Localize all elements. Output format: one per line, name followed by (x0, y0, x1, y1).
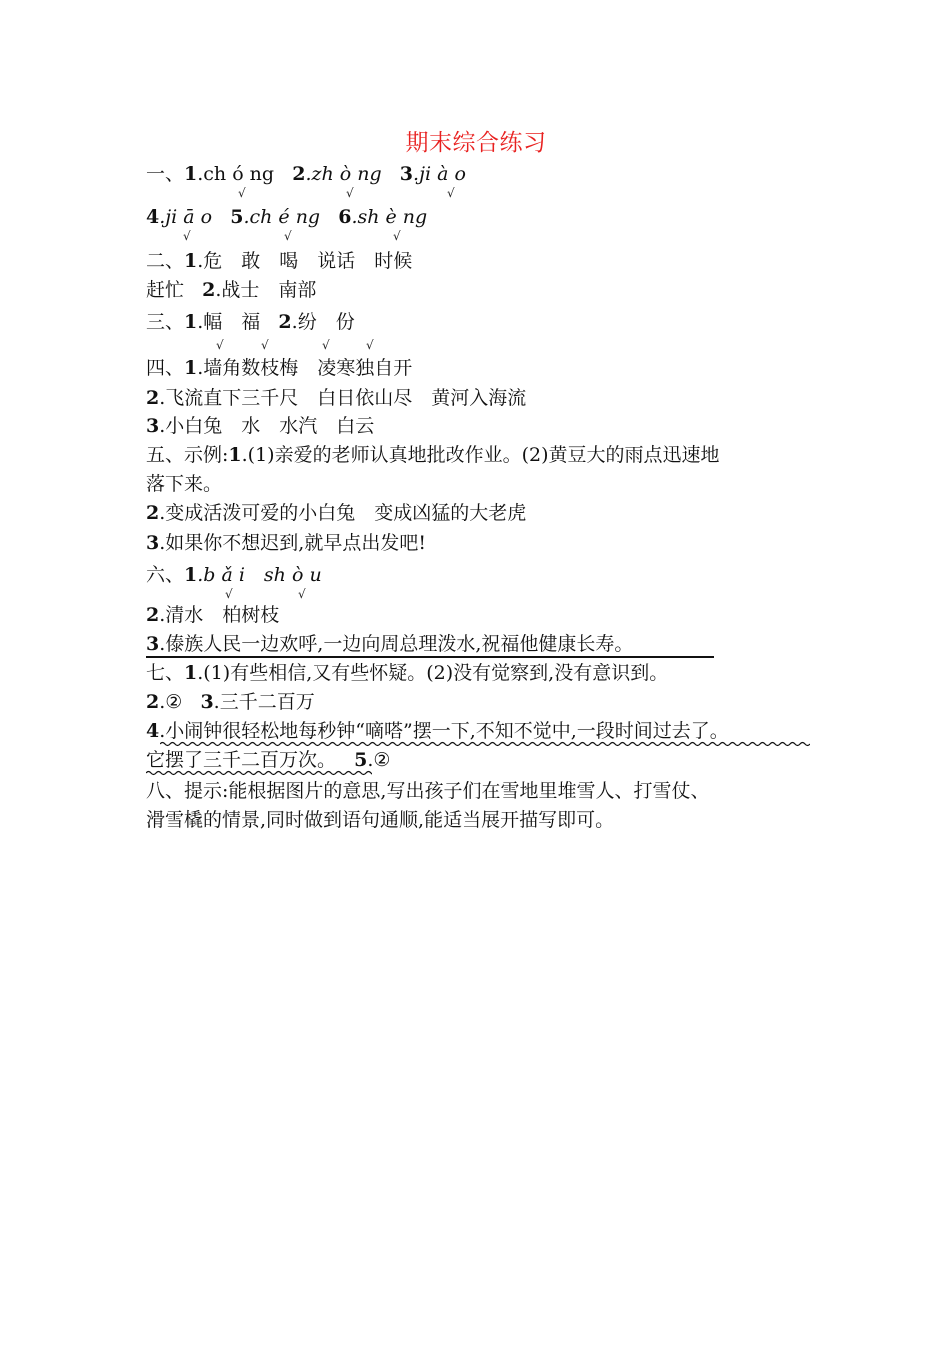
answer-line-1 (146, 162, 466, 186)
answer-line-12 (146, 531, 426, 555)
answer-text: .小白兔 水 水汽 白云 (159, 415, 375, 437)
check-mark-icon: √ (447, 186, 455, 200)
check-mark-icon: √ (322, 338, 330, 352)
check-mark-icon: √ (216, 338, 224, 352)
section-label: 四、 (146, 357, 185, 379)
item-number: 2 (146, 604, 160, 626)
section-label: 一、 (146, 163, 185, 185)
answer-line-5 (146, 310, 355, 334)
answer-text: .变成活泼可爱的小白兔 变成凶猛的大老虎 (159, 502, 527, 524)
check-mark-icon: √ (393, 229, 401, 243)
answer-line-21 (146, 808, 614, 832)
item-number: 4 (146, 206, 160, 228)
answer-text: .小闹钟很轻松地每秒钟“嘀嗒”摆一下,不知不觉中,一段时间过去了。 (159, 720, 729, 742)
item-number: 2 (146, 502, 160, 524)
answer-line-2 (146, 205, 427, 229)
item-number: 1 (228, 444, 242, 466)
answer-line-15 (146, 632, 633, 656)
item-number: 1 (184, 250, 198, 272)
check-mark-row (0, 230, 952, 242)
answer-text: 滑雪橇的情景,同时做到语句通顺,能适当展开描写即可。 (146, 809, 615, 831)
section-label: 二、 (146, 250, 185, 272)
check-mark-icon: √ (346, 186, 354, 200)
wavy-underline (160, 741, 810, 747)
wavy-underline (146, 770, 372, 776)
answer-text: .ch é ng (243, 206, 321, 228)
item-number: 2 (146, 387, 160, 409)
answer-line-4 (146, 278, 316, 302)
section-label: 五、示例: (146, 444, 229, 466)
answer-line-18 (146, 719, 729, 743)
answer-line-20 (146, 779, 709, 803)
item-number: 3 (146, 415, 160, 437)
item-number: 3 (200, 691, 214, 713)
answer-line-14 (146, 603, 279, 627)
wavy-underline-path (160, 743, 810, 746)
answer-text: .(1)亲爱的老师认真地批改作业。(2)黄豆大的雨点迅速地 (241, 444, 720, 466)
answer-text: .三千二百万 (213, 691, 315, 713)
item-number: 2 (146, 691, 160, 713)
answer-text: .战士 南部 (215, 279, 317, 301)
answer-line-11 (146, 501, 526, 525)
answer-text: 落下来。 (146, 473, 223, 495)
section-label: 六、 (146, 564, 185, 586)
check-mark-row (0, 187, 952, 199)
answer-line-19 (146, 748, 390, 772)
item-number: 1 (184, 311, 198, 333)
answer-text: .清水 柏树枝 (159, 604, 280, 626)
wavy-underline-graphic (146, 770, 372, 776)
check-mark-icon: √ (238, 186, 246, 200)
item-number: 2 (202, 279, 216, 301)
check-mark-icon: √ (261, 338, 269, 352)
section-label: 三、 (146, 311, 185, 333)
item-number: 2 (278, 311, 292, 333)
item-number: 3 (146, 532, 160, 554)
check-mark-icon: √ (366, 338, 374, 352)
answer-text: .b ǎ i sh ò u (197, 564, 322, 586)
answer-text: .幅 福 (197, 311, 261, 333)
answer-line-7 (146, 386, 526, 410)
answer-text: .ji à o (413, 163, 466, 185)
answer-text: .傣族人民一边欢呼,一边向周总理泼水,祝福他健康长寿。 (159, 633, 634, 655)
item-number: 1 (184, 662, 198, 684)
answer-text: .ji ā o (159, 206, 213, 228)
answer-text: 八、提示:能根据图片的意思,写出孩子们在雪地里堆雪人、打雪仗、 (146, 780, 710, 802)
answer-line-16 (146, 661, 668, 685)
answer-text: .纷 份 (291, 311, 355, 333)
item-number: 1 (184, 564, 198, 586)
item-number: 4 (146, 720, 160, 742)
item-number: 3 (146, 633, 160, 655)
check-mark-row (0, 588, 952, 600)
item-number: 2 (292, 163, 306, 185)
answer-text: .② (159, 691, 183, 713)
solid-underline (146, 656, 714, 658)
answer-text: .危 敢 喝 说话 时候 (197, 250, 413, 272)
item-number: 6 (338, 206, 352, 228)
answer-text: .② (367, 749, 391, 771)
answer-text: .zh ò ng (305, 163, 382, 185)
answer-line-8 (146, 414, 374, 438)
answer-text: 赶忙 (146, 279, 185, 301)
section-label: 七、 (146, 662, 185, 684)
item-number: 1 (184, 357, 198, 379)
answer-line-3 (146, 249, 412, 273)
answer-text: .(1)有些相信,又有些怀疑。(2)没有觉察到,没有意识到。 (197, 662, 669, 684)
answer-line-6 (146, 356, 412, 380)
answer-line-10 (146, 472, 222, 496)
item-number: 5 (230, 206, 244, 228)
answer-text: .墙角数枝梅 凌寒独自开 (197, 357, 413, 379)
answer-text: .飞流直下三千尺 白日依山尽 黄河入海流 (159, 387, 527, 409)
item-number: 3 (399, 163, 414, 185)
answer-text: .ch ó ng (197, 163, 275, 185)
check-mark-icon: √ (298, 587, 306, 601)
check-mark-row (0, 339, 952, 351)
answer-text: 它摆了三千二百万次。 (146, 749, 337, 771)
check-mark-icon: √ (183, 229, 191, 243)
wavy-underline-graphic (160, 741, 810, 747)
page-title: 期末综合练习 (405, 130, 547, 156)
answer-text: .sh è ng (351, 206, 428, 228)
check-mark-icon: √ (284, 229, 292, 243)
check-mark-icon: √ (225, 587, 233, 601)
answer-line-9 (146, 443, 720, 467)
answer-text: .如果你不想迟到,就早点出发吧! (159, 532, 426, 554)
item-number: 5 (354, 749, 368, 771)
item-number: 1 (184, 163, 198, 185)
answer-line-13 (146, 563, 322, 587)
answer-line-17 (146, 690, 315, 714)
wavy-underline-path (146, 772, 372, 775)
